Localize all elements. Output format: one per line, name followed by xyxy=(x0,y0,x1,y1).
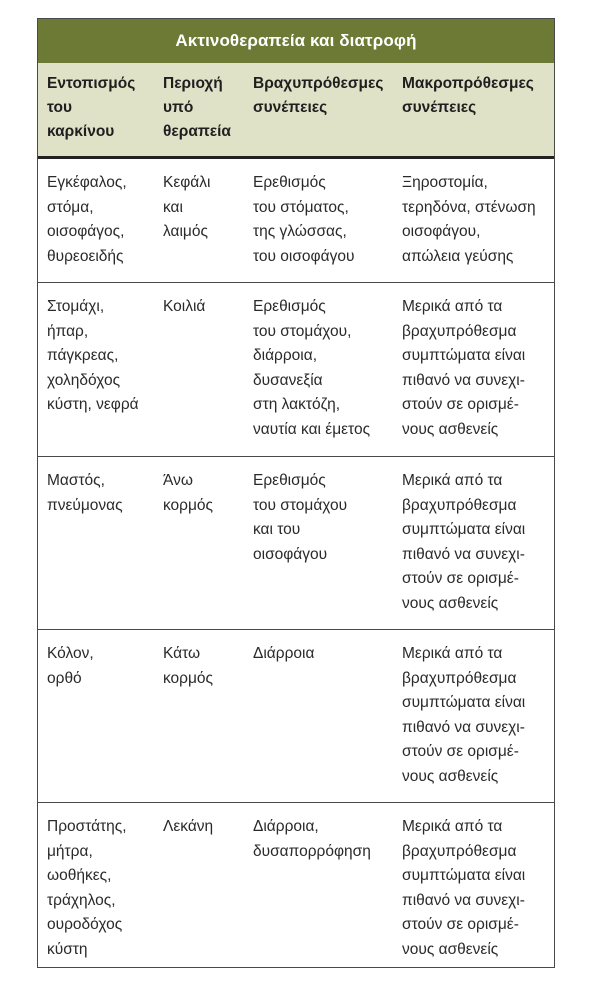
cell-line: πιθανό να συνεχι- xyxy=(402,545,525,563)
cell-line: Κάτω xyxy=(163,645,201,662)
cell-line: πάγκρεας, xyxy=(47,347,119,365)
cell-line: Λεκάνη xyxy=(163,818,214,835)
cell-line: στόμα, xyxy=(47,198,94,216)
cell-line: κορμός xyxy=(163,496,214,514)
cell-line: Μερικά από τα xyxy=(402,645,503,662)
long-term-effects-cell xyxy=(402,171,536,269)
cell-line: συμπτώματα είναι xyxy=(402,521,526,539)
cell-line: οισοφάγου, xyxy=(402,223,481,241)
header-line: Εντοπισμός xyxy=(47,75,136,92)
cell-line: νους ασθενείς xyxy=(402,594,499,612)
cell-line: συμπτώματα είναι xyxy=(402,347,526,365)
header-long-term-effects xyxy=(402,72,534,120)
header-line: συνέπειες xyxy=(253,99,328,116)
cell-line: Εγκέφαλος, xyxy=(47,174,127,191)
table-row xyxy=(38,630,554,803)
cell-line: Κόλον, xyxy=(47,645,94,662)
short-term-effects-cell xyxy=(253,815,371,864)
cell-line: Μαστός, xyxy=(47,472,105,489)
header-short-term-effects xyxy=(253,72,383,120)
cell-line: ήπαρ, xyxy=(47,322,89,340)
cell-line: απώλεια γεύσης xyxy=(402,247,514,265)
cell-line: του στομάχου xyxy=(253,496,348,514)
cell-line: μήτρα, xyxy=(47,842,93,860)
cell-line: Μερικά από τα xyxy=(402,818,503,835)
cell-line: Διάρροια, xyxy=(253,818,319,835)
cell-line: του οισοφάγου xyxy=(253,247,355,265)
header-cancer-location xyxy=(47,72,135,144)
cell-line: δυσαπορρόφηση xyxy=(253,842,371,860)
cell-line: χοληδόχος xyxy=(47,371,121,389)
short-term-effects-cell xyxy=(253,642,314,667)
cell-line: βραχυπρόθεσμα xyxy=(402,842,517,860)
cell-line: οισοφάγος, xyxy=(47,223,125,241)
cell-line: νους ασθενείς xyxy=(402,767,499,785)
cell-line: Ερεθισμός xyxy=(253,174,326,191)
header-line: υπό xyxy=(163,99,194,116)
cell-line: κορμός xyxy=(163,669,214,687)
header-line: καρκίνου xyxy=(47,123,115,140)
cell-line: Ξηροστομία, xyxy=(402,174,488,191)
treatment-area-cell xyxy=(163,642,213,691)
header-line: Περιοχή xyxy=(163,75,223,92)
short-term-effects-cell xyxy=(253,295,370,443)
header-line: του xyxy=(47,99,72,116)
cell-line: Κοιλιά xyxy=(163,298,206,315)
cell-line: στούν σε ορισμέ- xyxy=(402,916,519,934)
cell-line: κύστη xyxy=(47,940,88,958)
cell-line: κύστη, νεφρά xyxy=(47,396,139,414)
cell-line: πνεύμονας xyxy=(47,496,123,514)
cell-line: βραχυπρόθεσμα xyxy=(402,669,517,687)
cell-line: του στομάχου, xyxy=(253,322,352,340)
cell-line: ορθό xyxy=(47,669,82,687)
table-row xyxy=(38,803,554,969)
cell-line: πιθανό να συνεχι- xyxy=(402,718,525,736)
cell-line: και του xyxy=(253,521,301,539)
cancer-location-cell xyxy=(47,642,94,691)
cell-line: νους ασθενείς xyxy=(402,940,499,958)
short-term-effects-cell xyxy=(253,171,354,269)
table-row xyxy=(38,283,554,457)
cancer-location-cell xyxy=(47,171,127,269)
cell-line: Στομάχι, xyxy=(47,298,105,315)
cell-line: Μερικά από τα xyxy=(402,298,503,315)
cell-line: τράχηλος, xyxy=(47,891,116,909)
table-body xyxy=(38,159,554,969)
long-term-effects-cell xyxy=(402,642,525,790)
short-term-effects-cell xyxy=(253,469,347,567)
header-line: Βραχυπρόθεσμες xyxy=(253,75,384,92)
cell-line: και xyxy=(163,198,183,216)
cell-line: οισοφάγου xyxy=(253,545,328,563)
cell-line: Κεφάλι xyxy=(163,174,211,191)
cell-line: Μερικά από τα xyxy=(402,472,503,489)
cell-line: θυρεοειδής xyxy=(47,247,124,265)
cell-line: βραχυπρόθεσμα xyxy=(402,496,517,514)
cell-line: βραχυπρόθεσμα xyxy=(402,322,517,340)
treatment-area-cell xyxy=(163,295,205,320)
cell-line: Άνω xyxy=(163,472,193,489)
cancer-location-cell xyxy=(47,295,139,418)
header-line: Μακροπρόθεσμες xyxy=(402,75,534,92)
header-treatment-area xyxy=(163,72,231,144)
table-row xyxy=(38,457,554,630)
cell-line: Προστάτης, xyxy=(47,818,127,835)
radiotherapy-nutrition-table xyxy=(37,18,555,968)
cell-line: στη λακτόζη, xyxy=(253,396,341,414)
cell-line: νους ασθενείς xyxy=(402,420,499,438)
treatment-area-cell xyxy=(163,815,213,840)
cell-line: πιθανό να συνεχι- xyxy=(402,371,525,389)
long-term-effects-cell xyxy=(402,295,525,443)
cell-line: στούν σε ορισμέ- xyxy=(402,570,519,588)
table-title: Ακτινοθεραπεία και διατροφή xyxy=(38,19,554,63)
cell-line: λαιμός xyxy=(163,223,208,241)
cell-line: ναυτία και έμετος xyxy=(253,420,371,438)
cancer-location-cell xyxy=(47,815,127,963)
long-term-effects-cell xyxy=(402,815,525,963)
cell-line: Ερεθισμός xyxy=(253,472,326,489)
cell-line: διάρροια, xyxy=(253,347,317,365)
cell-line: ουροδόχος xyxy=(47,916,123,934)
table-row xyxy=(38,159,554,283)
cell-line: συμπτώματα είναι xyxy=(402,694,526,712)
cell-line: Ερεθισμός xyxy=(253,298,326,315)
table-header xyxy=(38,63,554,159)
cell-line: στούν σε ορισμέ- xyxy=(402,743,519,761)
treatment-area-cell xyxy=(163,171,210,245)
cell-line: στούν σε ορισμέ- xyxy=(402,396,519,414)
cell-line: δυσανεξία xyxy=(253,371,323,389)
cell-line: τερηδόνα, στένωση xyxy=(402,198,536,216)
header-line: συνέπειες xyxy=(402,99,477,116)
cell-line: πιθανό να συνεχι- xyxy=(402,891,525,909)
cell-line: ωοθήκες, xyxy=(47,867,112,885)
cell-line: συμπτώματα είναι xyxy=(402,867,526,885)
treatment-area-cell xyxy=(163,469,213,518)
cell-line: του στόματος, xyxy=(253,198,349,216)
cancer-location-cell xyxy=(47,469,123,518)
cell-line: της γλώσσας, xyxy=(253,223,347,241)
long-term-effects-cell xyxy=(402,469,525,617)
cell-line: Διάρροια xyxy=(253,645,315,662)
header-line: θεραπεία xyxy=(163,123,231,140)
